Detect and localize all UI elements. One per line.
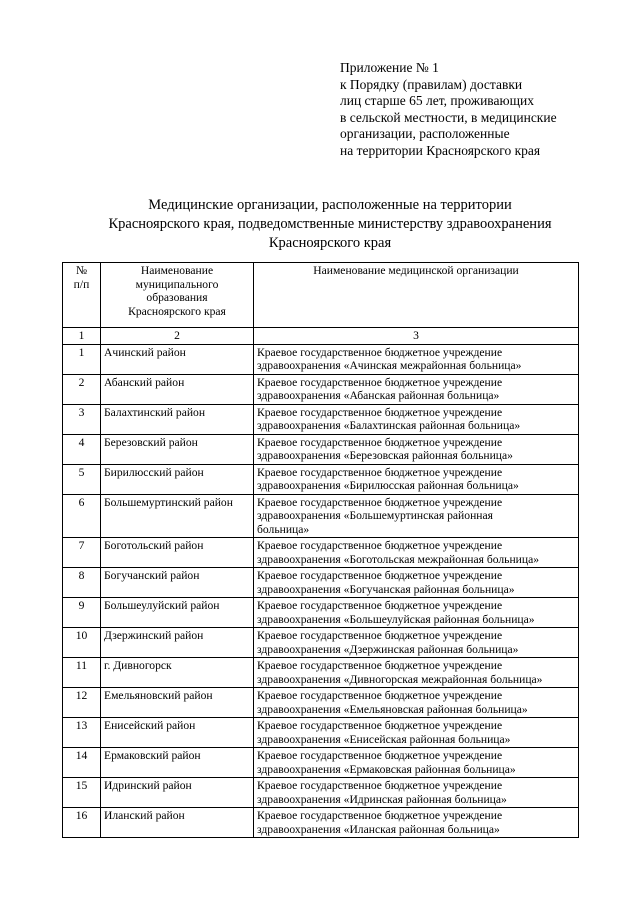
row-number: 2 — [63, 374, 101, 404]
organization-name-line: Краевое государственное бюджетное учреждение — [257, 405, 503, 419]
title-line: Красноярского края — [268, 235, 392, 251]
organization-name-line: здравоохранения «Бирилюсская районная больница» — [257, 479, 519, 492]
organization-name-line: здравоохранения «Дзержинская районная больница» — [257, 642, 519, 656]
table-row — [63, 598, 579, 628]
organization-name-line: здравоохранения «Ачинская межрайонная больница» — [257, 359, 522, 372]
organization-name-line: здравоохранения «Иланская районная больница» — [257, 822, 500, 836]
organization-name-line: здравоохранения «Боготольская межрайонная больница» — [257, 552, 540, 566]
municipality-name: Дзержинский район — [101, 628, 254, 658]
organization-name-line: Краевое государственное бюджетное учреждение — [257, 495, 503, 509]
organization-name — [254, 778, 579, 808]
column-index: 2 — [101, 328, 254, 345]
organization-name-line: Краевое государственное бюджетное учреждение — [257, 749, 503, 762]
organization-name-line: Краевое государственное бюджетное учреждение — [257, 569, 503, 582]
municipality-name: Идринский район — [101, 778, 254, 808]
table-row — [63, 718, 579, 748]
organization-name-line: Краевое государственное бюджетное учреждение — [257, 689, 503, 702]
municipality-name: Березовский район — [101, 434, 254, 464]
organization-name — [254, 808, 579, 838]
header-number: № п/п — [63, 263, 101, 328]
header-municipality: Наименование муниципального образования Красноярского края — [101, 263, 254, 328]
organization-name — [254, 494, 579, 538]
organization-name-line: здравоохранения «Дивногорская межрайонная больница» — [257, 672, 543, 686]
organization-name-line: Краевое государственное бюджетное учреждение — [257, 629, 503, 642]
municipality-name: Большемуртинский район — [101, 494, 254, 538]
row-number: 4 — [63, 434, 101, 464]
row-number: 8 — [63, 568, 101, 598]
table-row — [63, 688, 579, 718]
organization-name — [254, 538, 579, 568]
municipality-name: Большеулуйский район — [101, 598, 254, 628]
municipality-name: Бирилюсский район — [101, 464, 254, 494]
organization-name-line: здравоохранения «Ермаковская районная больница» — [257, 762, 516, 776]
organization-name-line: Краевое государственное бюджетное учреждение — [257, 809, 503, 822]
appendix-note — [340, 60, 557, 160]
table-row — [63, 808, 579, 838]
municipality-name: Балахтинский район — [101, 404, 254, 434]
municipality-name: Ермаковский район — [101, 748, 254, 778]
document-title — [80, 196, 580, 253]
table-row — [63, 628, 579, 658]
table-row — [63, 568, 579, 598]
column-index-row — [63, 328, 579, 345]
organization-name — [254, 568, 579, 598]
organization-name-line: больница» — [257, 522, 310, 536]
row-number: 1 — [63, 344, 101, 374]
table-row — [63, 464, 579, 494]
organization-name-line: Краевое государственное бюджетное учреждение — [257, 539, 503, 552]
organization-name — [254, 628, 579, 658]
organization-name-line: здравоохранения «Енисейская районная больница» — [257, 732, 511, 746]
appendix-line: лиц старше 65 лет, проживающих — [340, 93, 534, 109]
organization-name-line: здравоохранения «Березовская районная больница» — [257, 449, 513, 462]
municipality-name: Иланский район — [101, 808, 254, 838]
table-row — [63, 434, 579, 464]
organization-name-line: Краевое государственное бюджетное учреждение — [257, 719, 503, 732]
organization-name-line: Краевое государственное бюджетное учреждение — [257, 779, 503, 792]
organization-name-line: здравоохранения «Балахтинская районная больница» — [257, 419, 521, 432]
row-number: 6 — [63, 494, 101, 538]
table-row — [63, 658, 579, 688]
column-index: 3 — [254, 328, 579, 345]
organization-name-line: Краевое государственное бюджетное учреждение — [257, 345, 503, 359]
appendix-line: в сельской местности, в медицинские — [340, 109, 557, 125]
organization-name — [254, 598, 579, 628]
organization-name-line: здравоохранения «Емельяновская районная больница» — [257, 702, 528, 716]
organization-name — [254, 374, 579, 404]
row-number: 13 — [63, 718, 101, 748]
header-organization: Наименование медицинской организации — [254, 263, 579, 328]
organization-name-line: Краевое государственное бюджетное учреждение — [257, 375, 503, 389]
row-number: 14 — [63, 748, 101, 778]
organization-name-line: Краевое государственное бюджетное учреждение — [257, 465, 503, 479]
organization-name — [254, 404, 579, 434]
table-row — [63, 538, 579, 568]
organization-name-line: здравоохранения «Идринская районная больница» — [257, 792, 507, 806]
row-number: 15 — [63, 778, 101, 808]
row-number: 10 — [63, 628, 101, 658]
row-number: 11 — [63, 658, 101, 688]
municipality-name: г. Дивногорск — [101, 658, 254, 688]
row-number: 7 — [63, 538, 101, 568]
appendix-line: к Порядку (правилам) доставки — [340, 76, 523, 92]
table-row — [63, 344, 579, 374]
municipality-name: Богучанский район — [101, 568, 254, 598]
row-number: 16 — [63, 808, 101, 838]
table-row — [63, 748, 579, 778]
municipality-name: Енисейский район — [101, 718, 254, 748]
organization-name — [254, 464, 579, 494]
title-line: Медицинские организации, расположенные на территории — [148, 197, 512, 213]
organizations-table — [62, 262, 579, 838]
organization-name-line: здравоохранения «Большемуртинская районная — [257, 509, 493, 522]
appendix-line: на территории Красноярского края — [340, 142, 541, 158]
table-body — [63, 344, 579, 838]
organization-name-line: Краевое государственное бюджетное учреждение — [257, 599, 503, 612]
organization-name — [254, 748, 579, 778]
organization-name-line: здравоохранения «Большеулуйская районная больница» — [257, 612, 535, 626]
table-header-row — [63, 263, 579, 328]
organization-name — [254, 344, 579, 374]
row-number: 5 — [63, 464, 101, 494]
organization-name — [254, 718, 579, 748]
appendix-line: Приложение № 1 — [340, 60, 439, 75]
organization-name-line: здравоохранения «Богучанская районная больница» — [257, 582, 515, 596]
row-number: 12 — [63, 688, 101, 718]
title-line: Красноярского края, подведомственные министерству здравоохранения — [108, 216, 552, 232]
table-row — [63, 778, 579, 808]
table-row — [63, 374, 579, 404]
municipality-name: Емельяновский район — [101, 688, 254, 718]
column-index: 1 — [63, 328, 101, 345]
organization-name — [254, 688, 579, 718]
organization-name-line: Краевое государственное бюджетное учреждение — [257, 435, 503, 449]
organization-name-line: Краевое государственное бюджетное учреждение — [257, 659, 503, 672]
row-number: 9 — [63, 598, 101, 628]
row-number: 3 — [63, 404, 101, 434]
organization-name — [254, 434, 579, 464]
municipality-name: Ачинский район — [101, 344, 254, 374]
organization-name-line: здравоохранения «Абанская районная больница» — [257, 389, 500, 402]
table-row — [63, 404, 579, 434]
table-row — [63, 494, 579, 538]
municipality-name: Абанский район — [101, 374, 254, 404]
organization-name — [254, 658, 579, 688]
municipality-name: Боготольский район — [101, 538, 254, 568]
appendix-line: организации, расположенные — [340, 126, 510, 142]
